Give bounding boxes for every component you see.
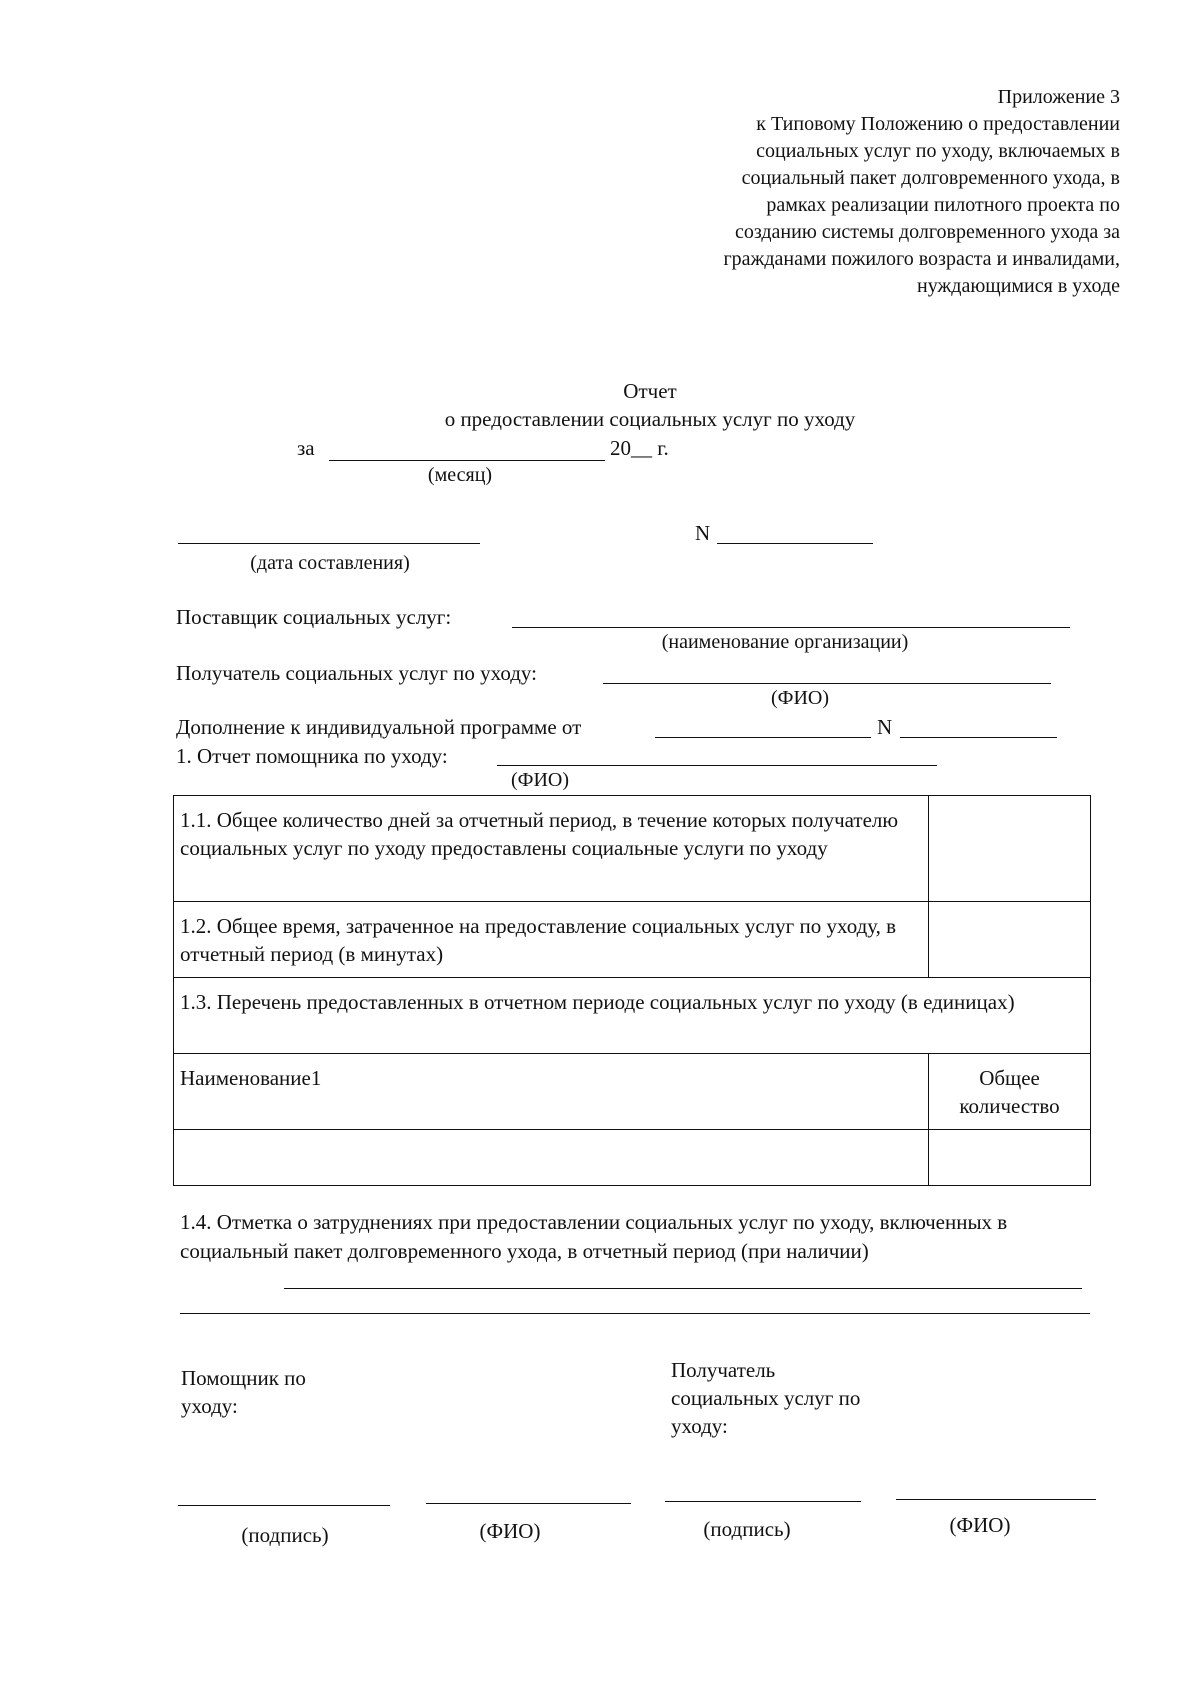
row-time-value[interactable]: [929, 902, 1091, 978]
appendix-line: социальный пакет долговременного ухода, в: [741, 167, 1120, 189]
service-name-cell[interactable]: [174, 1130, 929, 1186]
assistant-name-line[interactable]: [426, 1503, 631, 1504]
date-line[interactable]: [178, 543, 480, 544]
row-days-label: 1.1. Общее количество дней за отчетный период, в течение которых получателю социальных услуг по уходу предоставлены социальные услуги по уходу: [174, 796, 929, 902]
col-total-header: Общее количество: [929, 1054, 1091, 1130]
period-prefix: за: [297, 436, 315, 460]
assistant-signature-label: Помощник по уходу:: [181, 1366, 306, 1418]
appendix-line: созданию системы долговременного ухода за: [734, 221, 1120, 243]
recipient-name-hint: (ФИО): [949, 1513, 1011, 1537]
addendum-number-line[interactable]: [900, 737, 1057, 738]
appendix-header: [600, 84, 1120, 300]
number-line[interactable]: [717, 543, 873, 544]
period-year: 20__ г.: [610, 436, 669, 460]
col-name-header: Наименование1: [174, 1054, 929, 1130]
number-label: N: [695, 521, 711, 545]
recipient-name-line[interactable]: [896, 1499, 1096, 1500]
table-row: [174, 796, 1091, 902]
recipient-hint: (ФИО): [770, 687, 829, 709]
appendix-line: социальных услуг по уходу, включаемых в: [756, 140, 1120, 162]
provider-label: Поставщик социальных услуг:: [176, 605, 452, 629]
month-hint: (месяц): [427, 464, 493, 486]
appendix-line: гражданами пожилого возраста и инвалидами,: [723, 248, 1120, 270]
date-hint: (дата составления): [250, 552, 410, 574]
recipient-signature-line[interactable]: [665, 1501, 861, 1502]
recipient-signature-hint: (подпись): [703, 1517, 791, 1541]
provider-line[interactable]: [512, 627, 1070, 628]
addendum-date-line[interactable]: [655, 737, 871, 738]
assistant-label: 1. Отчет помощника по уходу:: [176, 744, 448, 768]
service-total-cell[interactable]: [929, 1130, 1091, 1186]
row-days-value[interactable]: [929, 796, 1091, 902]
appendix-line: Приложение 3: [997, 86, 1120, 108]
report-subtitle: о предоставлении социальных услуг по уходу: [444, 407, 856, 431]
difficulties-line-2[interactable]: [180, 1313, 1090, 1314]
table-row: [174, 1130, 1091, 1186]
table-row: [174, 1054, 1091, 1130]
recipient-label: Получатель социальных услуг по уходу:: [176, 661, 537, 685]
table-row: [174, 902, 1091, 978]
appendix-line: рамках реализации пилотного проекта по: [766, 194, 1120, 216]
row-time-label: 1.2. Общее время, затраченное на предоставление социальных услуг по уходу, в отчетный период (в минутах): [174, 902, 929, 978]
assistant-signature-hint: (подпись): [241, 1523, 329, 1547]
addendum-label: Дополнение к индивидуальной программе от: [176, 715, 582, 739]
assistant-signature-line[interactable]: [178, 1505, 390, 1506]
assistant-line[interactable]: [497, 765, 937, 766]
period-month-line[interactable]: [329, 460, 605, 461]
assistant-hint: (ФИО): [510, 769, 569, 791]
recipient-line[interactable]: [603, 683, 1051, 684]
appendix-line: к Типовому Положению о предоставлении: [756, 113, 1120, 135]
report-table: [173, 795, 1091, 1186]
provider-hint: (наименование организации): [661, 631, 909, 653]
difficulties-line-1[interactable]: [284, 1288, 1082, 1289]
row-services-label: 1.3. Перечень предоставленных в отчетном периоде социальных услуг по уходу (в единицах): [174, 978, 1091, 1054]
difficulties-text: 1.4. Отметка о затруднениях при предоставлении социальных услуг по уходу, включенных в социальный пакет долговременного ухода, в отчетный период (при наличии): [180, 1210, 1008, 1263]
addendum-number-label: N: [877, 715, 893, 739]
report-title: Отчет: [623, 379, 677, 403]
assistant-name-hint: (ФИО): [479, 1519, 541, 1543]
table-row: [174, 978, 1091, 1054]
recipient-signature-label: Получатель социальных услуг по уходу:: [671, 1358, 861, 1438]
appendix-line: нуждающимися в уходе: [917, 275, 1120, 297]
